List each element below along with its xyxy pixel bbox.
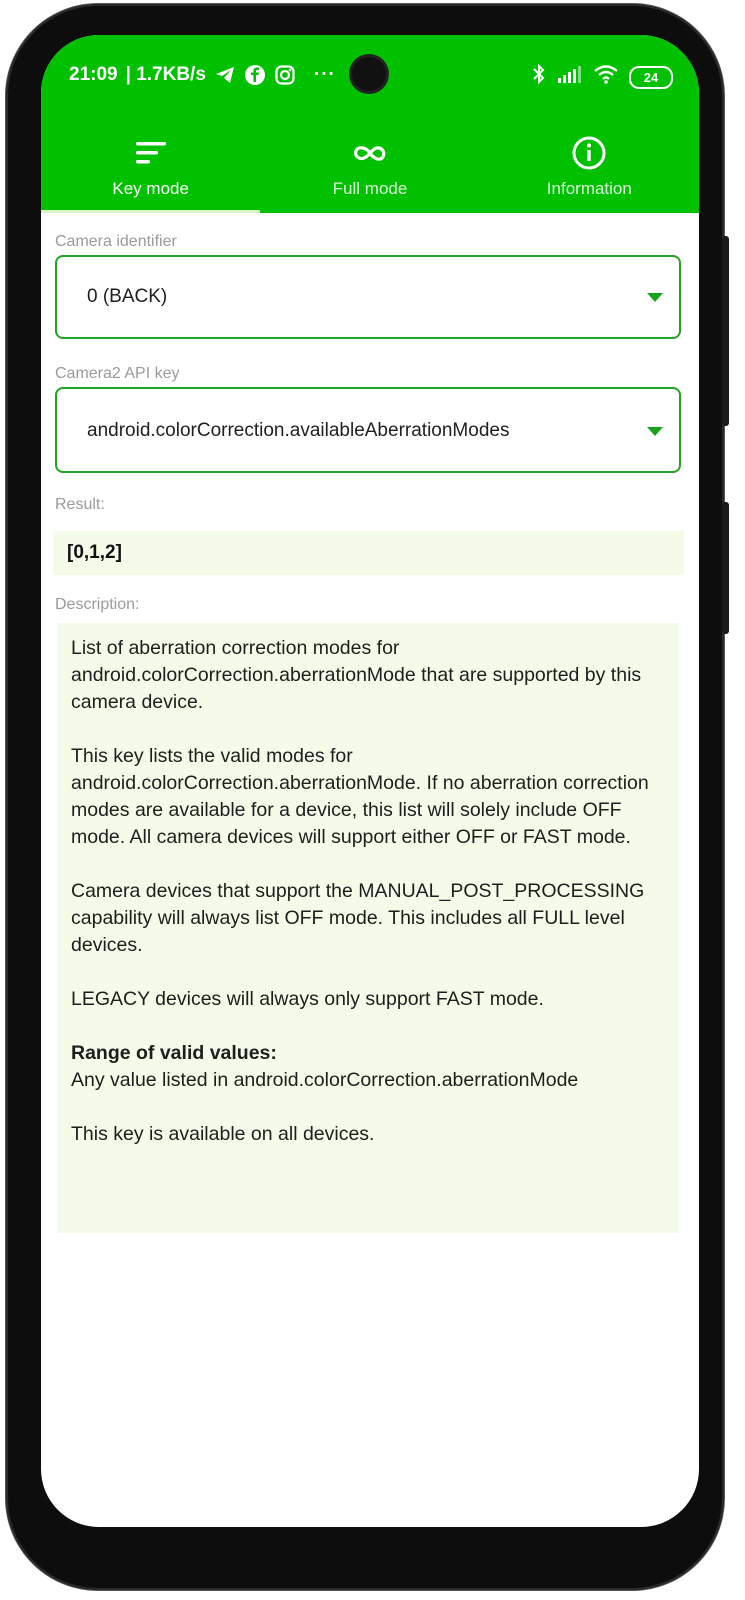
tab-full-mode[interactable] (260, 123, 479, 213)
status-bar (41, 35, 699, 115)
info-circle-icon (569, 133, 609, 173)
api-key-dropdown[interactable] (55, 387, 681, 473)
front-camera (352, 57, 386, 91)
sort-lines-icon (131, 133, 171, 173)
tab-key-mode-label: Key mode (112, 179, 189, 198)
status-more-indicator: ··· (313, 64, 336, 85)
range-value: Any value listed in android.colorCorrection.aberrationMode (71, 1069, 579, 1091)
tab-bar (41, 123, 699, 213)
power-button (722, 502, 729, 634)
availability-text: This key is available on all devices. (71, 1123, 375, 1145)
result-panel (53, 531, 684, 575)
result-label: Result: (55, 496, 105, 513)
infinity-icon (350, 133, 390, 173)
description-paragraph: LEGACY devices will always only support FAST mode. (71, 988, 544, 1010)
screen (41, 35, 699, 1527)
signal-icon (557, 64, 583, 90)
battery-icon: 24 (629, 66, 673, 89)
api-key-label: Camera2 API key (55, 365, 180, 382)
dropdown-arrow-icon (647, 427, 663, 436)
app-header (41, 35, 699, 213)
wifi-icon (593, 64, 619, 90)
bluetooth-icon (531, 63, 547, 91)
api-key-value: android.colorCorrection.availableAberrationModes (87, 420, 510, 441)
tab-information[interactable] (480, 123, 699, 213)
status-right (531, 63, 673, 91)
range-title: Range of valid values: (71, 1042, 277, 1064)
status-net-speed: | 1.7KB/s (125, 64, 206, 85)
status-left (69, 64, 336, 86)
description-panel (57, 623, 679, 1233)
camera-identifier-dropdown[interactable] (55, 255, 681, 339)
tab-full-mode-label: Full mode (332, 179, 408, 198)
description-paragraph: Camera devices that support the MANUAL_POST_PROCESSING capability will always list OFF mode. This includes all FULL level devices. (71, 880, 645, 956)
description-paragraph: List of aberration correction modes for android.colorCorrection.aberrationMode that are supported by this camera device. (71, 637, 642, 713)
status-time: 21:09 (69, 64, 118, 85)
camera-identifier-value: 0 (BACK) (87, 286, 168, 307)
description-paragraph: This key lists the valid modes for android.colorCorrection.aberrationMode. If no aberration correction modes are available for a device, this list will solely include OFF mode. All camera devices will support either OFF or FAST mode. (71, 745, 649, 848)
telegram-icon (214, 64, 236, 86)
dropdown-arrow-icon (647, 293, 663, 302)
volume-button (722, 236, 729, 426)
result-value: [0,1,2] (67, 542, 122, 563)
tab-information-label: Information (546, 179, 632, 198)
camera-identifier-label: Camera identifier (55, 233, 177, 250)
description-label: Description: (55, 596, 140, 613)
facebook-icon (244, 64, 266, 86)
main-content (41, 213, 699, 1527)
tab-key-mode[interactable] (41, 123, 260, 213)
instagram-icon (274, 64, 296, 86)
phone-frame (6, 4, 724, 1590)
